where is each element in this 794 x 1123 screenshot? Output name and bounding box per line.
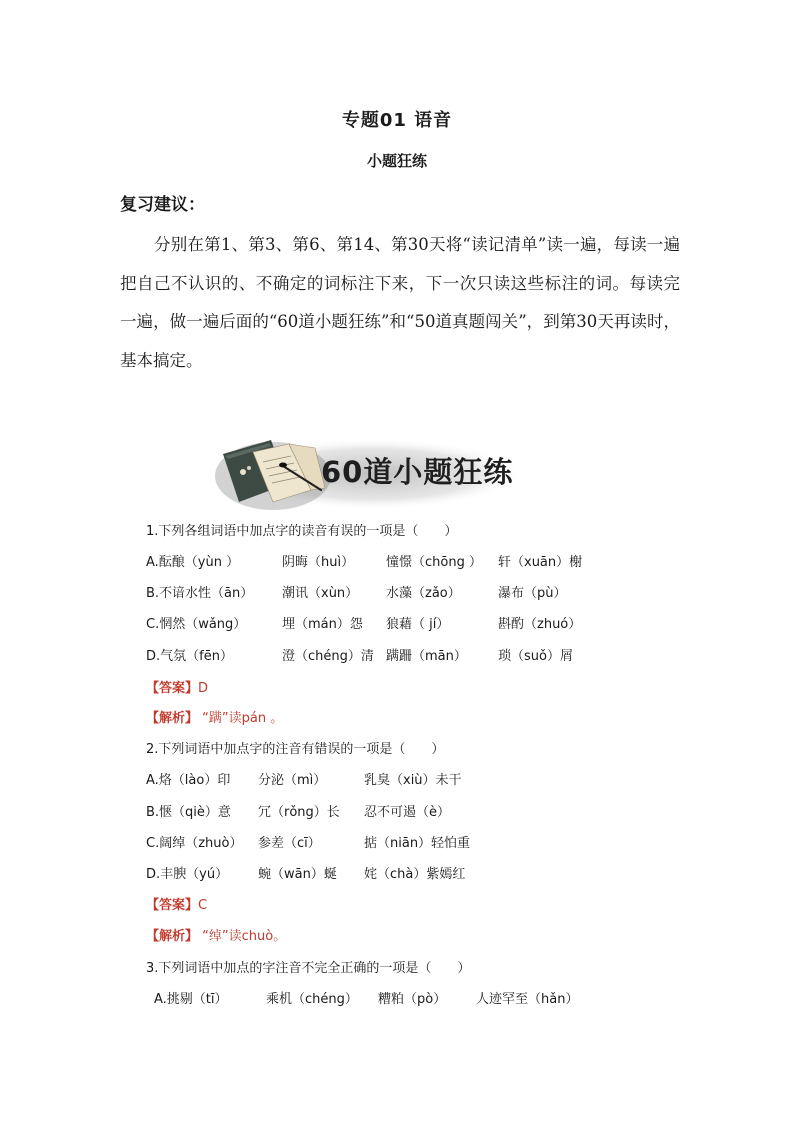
q1-option-c-1: C.惘然（wǎng） xyxy=(146,617,247,632)
q3-option-a-4: 人迹罕至（hǎn） xyxy=(476,992,579,1007)
q2-option-d-1: D.丰腴（yú） xyxy=(146,867,229,882)
q1-option-b-2: 潮讯（xùn） xyxy=(282,586,359,601)
q2-option-d-3: 姹（chà）紫嫣红 xyxy=(364,867,466,882)
q2-answer xyxy=(146,894,207,913)
answer-value: C xyxy=(198,898,208,913)
q2-option-c-2: 参差（cī） xyxy=(258,836,321,851)
analysis-text: “绰”读chuò。 xyxy=(202,929,287,944)
q2-option-b-1: B.惬（qiè）意 xyxy=(146,805,231,820)
q3-option-a-3: 糟粕（pò） xyxy=(378,992,447,1007)
q1-option-d-2: 澄（chéng）清 xyxy=(282,649,374,664)
q2-option-b-3: 忍不可遏（è） xyxy=(364,805,450,820)
q1-option-c-4: 斟酌（zhuó） xyxy=(498,617,582,632)
q1-option-d-3: 蹒跚（mān） xyxy=(386,649,467,664)
question-2-stem: 2.下列词语中加点字的注音有错误的一项是（ ） xyxy=(146,742,445,757)
q1-option-c-2: 埋（mán）怨 xyxy=(282,617,363,632)
q2-option-a-1: A.烙（lào）印 xyxy=(146,773,231,788)
q1-option-b-1: B.不谙水性（ān） xyxy=(146,586,254,601)
q1-option-a-1: A.酝酿（yùn ） xyxy=(146,555,240,570)
q2-option-d-2: 蜿（wān）蜒 xyxy=(258,867,337,882)
answer-value: D xyxy=(198,681,209,696)
q3-option-a-2: 乘机（chéng） xyxy=(266,992,358,1007)
answer-label: 【答案】 xyxy=(146,898,199,913)
page-title: 专题01 语音 xyxy=(341,110,453,131)
q1-option-c-3: 狼藉（ jí） xyxy=(386,617,450,632)
q2-option-c-3: 掂（niān）轻怕重 xyxy=(364,836,471,851)
question-1-stem: 1.下列各组词语中加点字的读音有误的一项是（ ） xyxy=(146,524,458,539)
advice-heading: 复习建议： xyxy=(120,195,205,215)
analysis-label: 【解析】 xyxy=(146,929,199,944)
q2-option-b-2: 冗（rǒng）长 xyxy=(258,805,340,820)
answer-label: 【答案】 xyxy=(146,681,199,696)
q1-option-a-3: 憧憬（chōng ） xyxy=(386,555,482,570)
q3-option-a-1: A.挑剔（tī） xyxy=(154,992,228,1007)
analysis-text: “蹒”读pán 。 xyxy=(202,711,284,726)
banner-title: 60道小题狂练 xyxy=(321,455,514,489)
q2-option-c-1: C.阔绰（zhuò） xyxy=(146,836,243,851)
q1-option-d-4: 琐（suǒ）屑 xyxy=(498,649,573,664)
q2-option-a-2: 分泌（mì） xyxy=(258,773,327,788)
q1-option-a-4: 轩（xuān）榭 xyxy=(498,555,583,570)
q1-answer xyxy=(146,677,208,696)
page-subtitle: 小题狂练 xyxy=(366,152,427,170)
q2-analysis xyxy=(146,925,286,944)
q1-option-d-1: D.气氛（fēn） xyxy=(146,649,233,664)
section-banner xyxy=(213,432,523,512)
q1-analysis xyxy=(146,707,283,726)
q1-option-a-2: 阴晦（huì） xyxy=(282,555,355,570)
advice-paragraph: 分别在第1、第3、第6、第14、第30天将“读记清单”读一遍，每读一遍把自己不认识的、不确定的词标注下来，下一次只读这些标注的词。每读完一遍，做一遍后面的“60道小题狂练”和“50道真题闯关”，到第30天再读时，基本搞定。 xyxy=(120,235,680,370)
q2-option-a-3: 乳臭（xiù）未干 xyxy=(364,773,462,788)
q1-option-b-4: 瀑布（pù） xyxy=(498,586,567,601)
analysis-label: 【解析】 xyxy=(146,711,199,726)
q1-option-b-3: 水藻（zǎo） xyxy=(386,586,461,601)
question-3-stem: 3.下列词语中加点的字注音不完全正确的一项是（ ） xyxy=(146,961,471,976)
